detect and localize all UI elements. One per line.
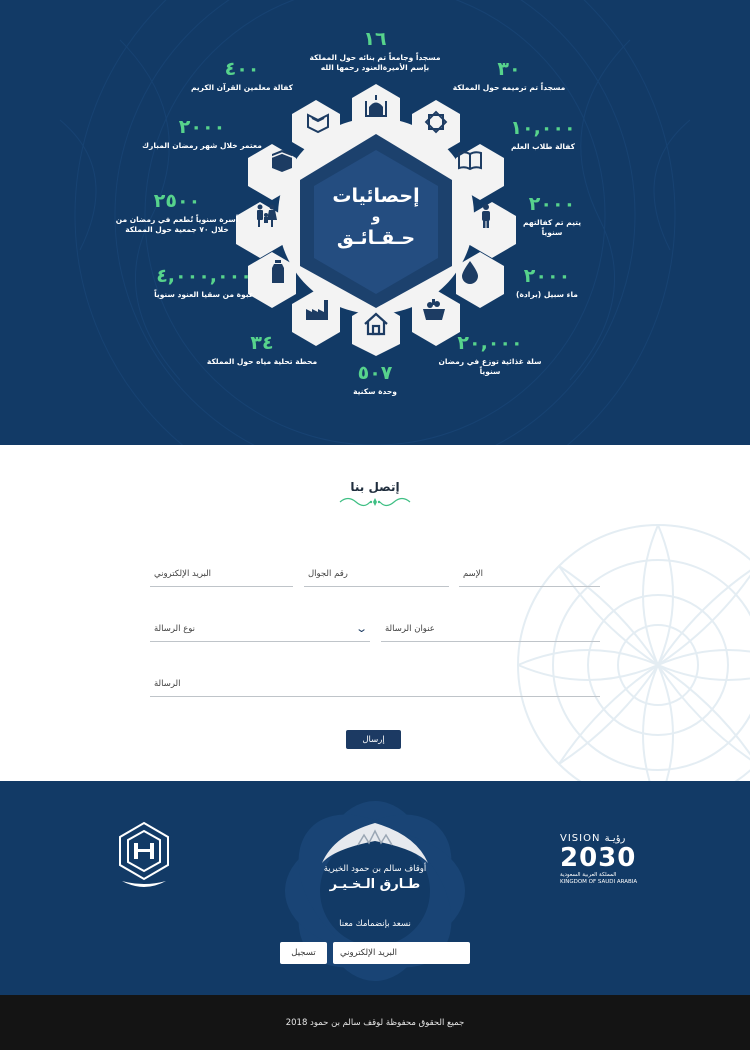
chevron-down-icon: ⌄ bbox=[354, 622, 368, 635]
stat-label: سلة غذائية توزع في رمضان سنوياً bbox=[438, 357, 542, 376]
kaaba-icon bbox=[262, 140, 302, 180]
stat-number: ٣٠ bbox=[497, 58, 521, 80]
subject-field[interactable] bbox=[381, 616, 600, 642]
stat-number: ٥٠٧ bbox=[357, 362, 393, 384]
stat-label: محطة تحلية مياه حول المملكة bbox=[206, 357, 318, 366]
stat-families bbox=[114, 190, 240, 235]
stat-label: ماء سبيل (برادة) bbox=[516, 290, 578, 299]
title-ornament-icon bbox=[338, 495, 412, 509]
stat-umrah bbox=[140, 116, 264, 151]
stat-number: ٢٠٠٠ bbox=[528, 193, 576, 215]
org-name: أوقاف سالم بن حمود الخيرية bbox=[323, 864, 427, 874]
stat-label: معتمر خلال شهر رمضان المبارك bbox=[142, 141, 262, 150]
center-title-line2: و bbox=[371, 209, 381, 225]
mobile-field[interactable] bbox=[304, 561, 449, 587]
stat-label: يتيم تم كفالتهم سنوياً bbox=[522, 218, 582, 237]
stats-section bbox=[0, 0, 750, 445]
stat-water-bottles bbox=[150, 265, 258, 300]
newsletter-email-input[interactable] bbox=[333, 942, 470, 964]
stat-number: ٤,٠٠٠,٠٠٠ bbox=[156, 265, 252, 287]
center-title-line1: إحصائيات bbox=[332, 185, 420, 207]
contact-section bbox=[0, 445, 750, 781]
stat-number: ١٦ bbox=[363, 28, 387, 50]
stat-label: كفالة معلمين القرآن الكريم bbox=[190, 83, 294, 92]
contact-title: إتصل بنا bbox=[350, 480, 400, 494]
quran-icon bbox=[298, 102, 338, 142]
open-book-icon bbox=[450, 140, 490, 180]
stat-students bbox=[508, 117, 578, 152]
water-bottle-icon bbox=[258, 252, 298, 292]
send-button[interactable]: إرسال bbox=[346, 730, 401, 749]
stat-label: عبوة من سقيا العنود سنوياً bbox=[154, 290, 254, 299]
message-type-placeholder: نوع الرسالة bbox=[154, 623, 196, 634]
family-icon bbox=[246, 196, 286, 236]
seal-logo bbox=[116, 821, 172, 893]
stat-number: ٣٤ bbox=[250, 332, 274, 354]
stat-label: مسجداً تم ترميمه حول المملكة bbox=[452, 83, 566, 92]
stat-number: ٢٠٠٠ bbox=[178, 116, 226, 138]
join-text: نسعد بإنضمامك معنا bbox=[339, 919, 411, 929]
vision-en: KINGDOM OF SAUDI ARABIA bbox=[560, 879, 638, 885]
org-slogan: طـارق الـخـيـر bbox=[329, 877, 421, 892]
newsletter-email-placeholder: البريد الإلكتروني bbox=[340, 948, 398, 958]
stat-water bbox=[510, 265, 584, 300]
stat-number: ١٠,٠٠٠ bbox=[510, 117, 576, 139]
stat-mosques-built bbox=[296, 28, 454, 73]
vision-ar: المملكة العربية السعودية bbox=[560, 872, 617, 878]
copyright-bar: جميع الحقوق محفوظة لوقف سالم بن حمود 2018 bbox=[0, 995, 750, 1050]
water-drop-icon bbox=[450, 252, 490, 292]
stat-mosques-restored bbox=[446, 58, 572, 93]
subject-placeholder: عنوان الرسالة bbox=[385, 623, 435, 634]
factory-icon bbox=[298, 290, 338, 330]
stat-label: كفالة طلاب العلم bbox=[510, 142, 576, 151]
vision-year: 2030 bbox=[560, 843, 637, 873]
register-button[interactable]: تسجيل bbox=[280, 942, 327, 964]
food-basket-icon bbox=[414, 290, 454, 330]
stat-orphans bbox=[512, 193, 592, 238]
stat-desalination bbox=[200, 332, 324, 367]
stat-label: مسجداً وجامعاً تم بنائه حول المملكة bbox=[309, 53, 441, 62]
mandala-decoration bbox=[508, 515, 750, 781]
stat-food-baskets bbox=[428, 332, 552, 377]
stat-label: بإسم الأميرةالعنود رحمها الله bbox=[320, 63, 430, 72]
stat-label: خلال ٧٠ جمعية حول المملكة bbox=[125, 225, 229, 234]
stat-housing bbox=[340, 362, 410, 397]
stat-label: وحدة سكنية bbox=[353, 387, 397, 396]
name-field[interactable] bbox=[459, 561, 600, 587]
footer bbox=[0, 781, 750, 995]
stats-center-title bbox=[316, 158, 436, 276]
stat-number: ٢٠,٠٠٠ bbox=[457, 332, 523, 354]
islamic-star-icon bbox=[416, 102, 456, 142]
person-icon bbox=[466, 196, 506, 236]
vision-2030-logo bbox=[560, 833, 640, 886]
message-field[interactable] bbox=[150, 671, 600, 697]
mosque-icon bbox=[356, 87, 396, 127]
center-title-line3: حـقـائـق bbox=[336, 227, 416, 249]
stat-label: أسرة سنوياً تُطعم في رمضان من bbox=[115, 215, 239, 224]
email-field[interactable] bbox=[150, 561, 293, 587]
stat-number: ٢٥٠٠ bbox=[153, 190, 201, 212]
stat-quran-teachers bbox=[188, 58, 296, 93]
stat-number: ٢٠٠٠ bbox=[523, 265, 571, 287]
email-placeholder: البريد الإلكتروني bbox=[154, 568, 212, 579]
house-icon bbox=[356, 304, 396, 344]
name-placeholder: الإسم bbox=[463, 568, 483, 579]
mobile-placeholder: رقم الجوال bbox=[308, 568, 348, 579]
message-placeholder: الرسالة bbox=[154, 678, 181, 689]
message-type-select[interactable] bbox=[150, 616, 370, 642]
vision-top: VISION رؤيـة bbox=[560, 833, 626, 844]
org-logo-icon bbox=[322, 819, 428, 863]
stat-number: ٤٠٠ bbox=[224, 58, 260, 80]
